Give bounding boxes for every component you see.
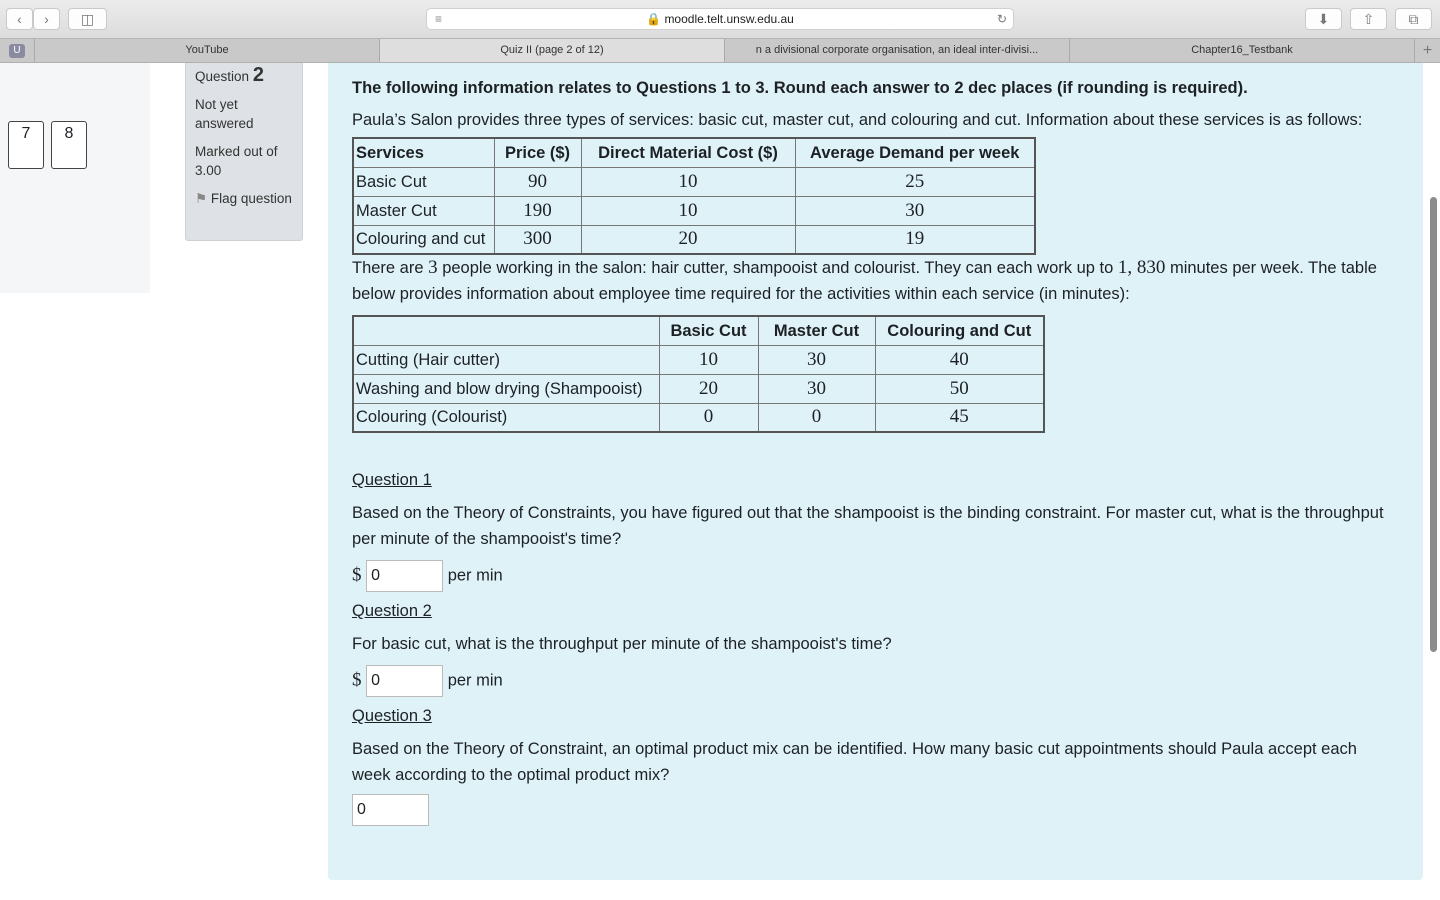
tab-divisional[interactable]: n a divisional corporate organisation, an ideal inter-divisi... <box>725 39 1070 62</box>
tab-testbank[interactable]: Chapter16_Testbank <box>1070 39 1415 62</box>
cell: 10 <box>581 167 795 196</box>
cell: Colouring (Colourist) <box>353 403 659 432</box>
question-label: Question <box>195 69 250 84</box>
download-icon[interactable]: ⬇ <box>1305 8 1342 30</box>
cell: 19 <box>795 225 1035 254</box>
cell: Cutting (Hair cutter) <box>353 345 659 374</box>
table-row <box>353 403 1044 432</box>
minutes-count: 1, 830 <box>1117 257 1166 278</box>
forward-button[interactable]: › <box>33 8 60 30</box>
table-row <box>353 196 1035 225</box>
flag-question-link[interactable] <box>195 189 293 208</box>
header-cell: Price ($) <box>494 138 581 167</box>
profile-tab[interactable] <box>0 39 35 62</box>
flag-label: Flag question <box>210 191 292 206</box>
cell: 10 <box>659 345 758 374</box>
cell: 300 <box>494 225 581 254</box>
cell: 90 <box>494 167 581 196</box>
back-button[interactable]: ‹ <box>6 8 33 30</box>
intro-text: The following information relates to Questions 1 to 3. Round each answer to 2 dec places (if rounding is required). <box>352 79 1248 97</box>
unit-label: per min <box>447 566 503 585</box>
cell: 30 <box>758 374 875 403</box>
header-cell: Direct Material Cost ($) <box>581 138 795 167</box>
question-1-text: Based on the Theory of Constraints, you have figured out that the shampooist is the binding constraint. For master cut, what is the throughput per minute of the shampooist's time? <box>352 504 1384 548</box>
header-cell: Colouring and Cut <box>875 316 1044 345</box>
text: There are <box>352 259 429 277</box>
cell: 25 <box>795 167 1035 196</box>
text: minutes per week. The table below provides information about employee time required for the activities within each service (in minutes): <box>352 259 1377 303</box>
quiz-nav-button[interactable]: 7 <box>8 121 44 169</box>
cell: 50 <box>875 374 1044 403</box>
unit-label: per min <box>447 671 503 690</box>
flag-icon: ⚑ <box>195 191 208 206</box>
table-row <box>353 225 1035 254</box>
url-text: moodle.telt.unsw.edu.au <box>664 12 794 26</box>
address-bar[interactable] <box>426 8 1014 30</box>
quiz-nav-button[interactable]: 8 <box>51 121 87 169</box>
header-cell: Basic Cut <box>659 316 758 345</box>
table-row <box>353 167 1035 196</box>
cell: 45 <box>875 403 1044 432</box>
table-row <box>353 374 1044 403</box>
question-2-label: Question 2 <box>352 602 432 620</box>
tab-quiz[interactable]: Quiz II (page 2 of 12) <box>380 39 725 62</box>
cell: Basic Cut <box>353 167 494 196</box>
quiz-navigation <box>0 63 150 293</box>
table-header <box>353 138 1035 167</box>
staff-description <box>352 255 1399 307</box>
cell: 40 <box>875 345 1044 374</box>
browser-toolbar <box>0 0 1440 38</box>
question-number: 2 <box>252 64 264 86</box>
question-content <box>328 63 1423 880</box>
cell: 30 <box>795 196 1035 225</box>
cell: Colouring and cut <box>353 225 494 254</box>
cell: 0 <box>758 403 875 432</box>
cell: 190 <box>494 196 581 225</box>
cell: Washing and blow drying (Shampooist) <box>353 374 659 403</box>
reader-icon[interactable]: ≡ <box>435 12 443 26</box>
services-description: Paula’s Salon provides three types of services: basic cut, master cut, and colouring and cut. Information about these services is as follows: <box>352 111 1363 129</box>
profile-icon: U <box>9 44 25 58</box>
text: people working in the salon: hair cutter, shampooist and colourist. They can each work up to <box>437 259 1118 277</box>
people-count: 3 <box>428 257 438 278</box>
cell: 10 <box>581 196 795 225</box>
tabs-overview-icon[interactable]: ⧉ <box>1395 8 1432 30</box>
question-2-answer-input[interactable]: 0 <box>366 665 443 697</box>
cell: 0 <box>659 403 758 432</box>
lock-icon: 🔒 <box>646 12 662 26</box>
time-table <box>352 315 1045 433</box>
new-tab-button[interactable]: + <box>1422 42 1433 59</box>
header-cell: Services <box>353 138 494 167</box>
question-3-text: Based on the Theory of Constraint, an optimal product mix can be identified. How many basic cut appointments should Paula accept each week according to the optimal product mix? <box>352 740 1357 784</box>
reload-icon[interactable]: ↻ <box>996 12 1007 26</box>
question-info <box>185 63 303 241</box>
header-cell: Master Cut <box>758 316 875 345</box>
question-1-answer-input[interactable]: 0 <box>366 560 443 592</box>
cell: Master Cut <box>353 196 494 225</box>
services-table <box>352 137 1036 255</box>
table-header <box>353 316 1044 345</box>
cell: 20 <box>659 374 758 403</box>
question-status: Not yet answered <box>195 97 254 131</box>
currency-symbol: $ <box>352 669 362 691</box>
scrollbar[interactable] <box>1430 197 1437 652</box>
tab-bar <box>0 38 1440 63</box>
header-cell <box>353 316 659 345</box>
currency-symbol: $ <box>352 564 362 586</box>
header-cell: Average Demand per week <box>795 138 1035 167</box>
question-marks: Marked out of 3.00 <box>195 144 278 178</box>
question-2-text: For basic cut, what is the throughput per minute of the shampooist's time? <box>352 635 892 653</box>
tab-youtube[interactable]: YouTube <box>35 39 380 62</box>
question-3-answer-input[interactable]: 0 <box>352 794 429 826</box>
share-icon[interactable]: ⇧ <box>1350 8 1387 30</box>
table-row <box>353 345 1044 374</box>
sidebar-toggle-icon[interactable]: ◫ <box>68 8 107 30</box>
cell: 20 <box>581 225 795 254</box>
question-3-label: Question 3 <box>352 707 432 725</box>
cell: 30 <box>758 345 875 374</box>
question-1-label: Question 1 <box>352 471 432 489</box>
